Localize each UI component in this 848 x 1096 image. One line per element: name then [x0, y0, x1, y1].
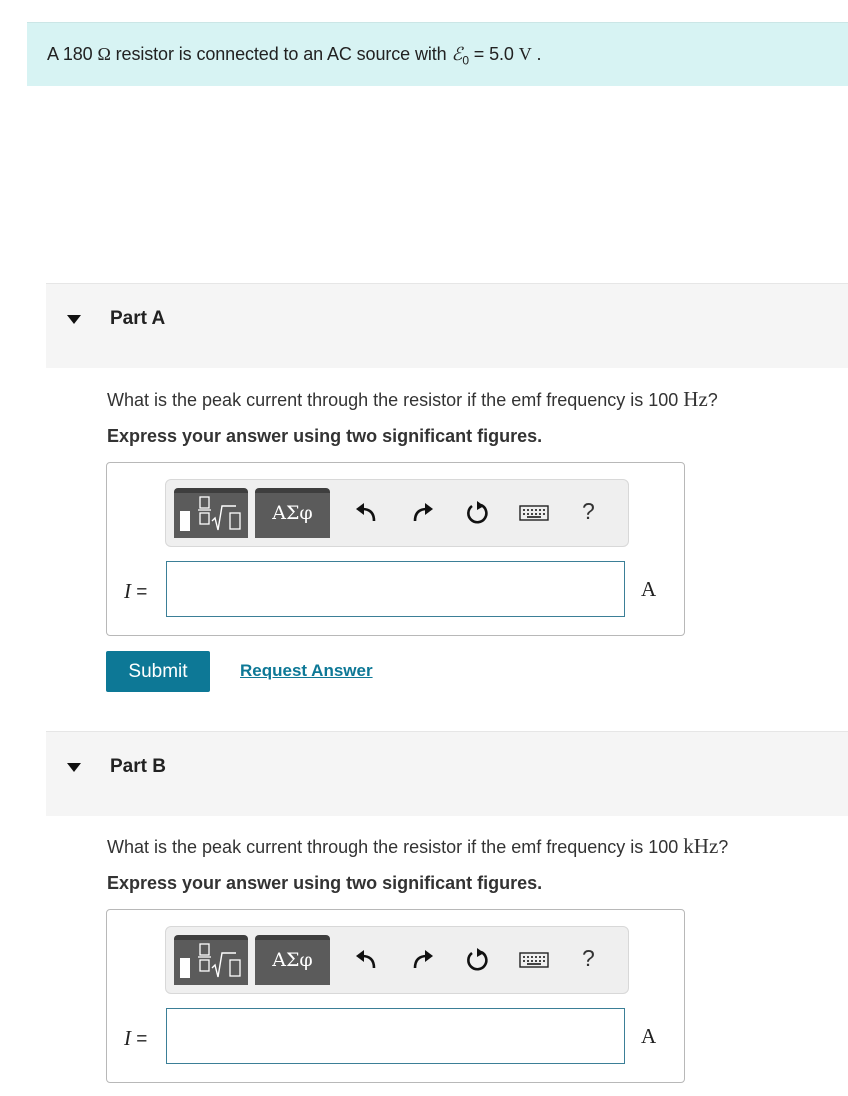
greek-label: ΑΣφ	[272, 949, 313, 971]
keyboard-icon[interactable]	[519, 500, 549, 526]
submit-button[interactable]: Submit	[106, 651, 210, 692]
greek-label: ΑΣφ	[272, 502, 313, 524]
request-answer-link[interactable]: Request Answer	[240, 661, 373, 680]
templates-sqrt-icon	[174, 940, 248, 985]
intro-text	[47, 44, 541, 68]
part-a-answer-box	[106, 462, 685, 636]
unit-label: A	[641, 1024, 657, 1048]
part-a-instruction: Express your answer using two significant figures.	[107, 426, 543, 446]
help-button[interactable]: ?	[582, 945, 595, 971]
ohm-symbol: Ω	[97, 44, 111, 64]
reset-icon[interactable]	[464, 947, 490, 973]
question-end: ?	[718, 837, 729, 857]
part-b-instruction: Express your answer using two significant figures.	[107, 873, 543, 893]
unit-label: A	[641, 577, 657, 601]
problem-intro	[27, 22, 848, 86]
part-b-answer-box	[106, 909, 685, 1083]
greek-letters-button[interactable]	[255, 488, 330, 538]
emf-subscript: 0	[462, 53, 469, 68]
intro-text-before: A 180	[47, 44, 98, 64]
question-text: What is the peak current through the resistor if the emf frequency is 100	[107, 837, 684, 857]
undo-icon[interactable]	[353, 947, 379, 973]
answer-input[interactable]	[166, 561, 625, 617]
keyboard-icon[interactable]	[519, 947, 549, 973]
variable-symbol: I	[124, 579, 131, 603]
question-end: ?	[707, 390, 718, 410]
intro-text-eq: = 5.0	[468, 44, 519, 64]
part-a-title: Part A	[110, 308, 166, 329]
templates-button[interactable]	[174, 935, 248, 985]
undo-icon[interactable]	[353, 500, 379, 526]
part-b-title: Part B	[110, 756, 166, 777]
redo-icon[interactable]	[410, 947, 436, 973]
intro-text-end: .	[531, 44, 542, 64]
part-b-header[interactable]	[46, 731, 848, 816]
collapse-triangle-icon[interactable]	[67, 763, 81, 772]
question-unit: Hz	[683, 387, 708, 411]
templates-button[interactable]	[174, 488, 248, 538]
help-button[interactable]: ?	[582, 498, 595, 524]
equals-sign: =	[131, 582, 148, 603]
emf-symbol: ℰ	[451, 44, 463, 65]
part-b-question	[107, 834, 728, 859]
variable-symbol: I	[124, 1026, 131, 1050]
math-toolbar	[165, 926, 629, 994]
volt-unit: V	[518, 44, 532, 64]
question-text: What is the peak current through the resistor if the emf frequency is 100	[107, 390, 684, 410]
part-a-header[interactable]	[46, 283, 848, 368]
math-toolbar	[165, 479, 629, 547]
intro-text-mid: resistor is connected to an AC source with	[110, 44, 452, 64]
answer-input[interactable]	[166, 1008, 625, 1064]
question-unit: kHz	[683, 834, 719, 858]
equals-sign: =	[131, 1029, 148, 1050]
reset-icon[interactable]	[464, 500, 490, 526]
greek-letters-button[interactable]	[255, 935, 330, 985]
redo-icon[interactable]	[410, 500, 436, 526]
part-a-question	[107, 387, 718, 412]
collapse-triangle-icon[interactable]	[67, 315, 81, 324]
variable-label	[124, 579, 147, 604]
templates-sqrt-icon	[174, 493, 248, 538]
variable-label	[124, 1026, 147, 1051]
